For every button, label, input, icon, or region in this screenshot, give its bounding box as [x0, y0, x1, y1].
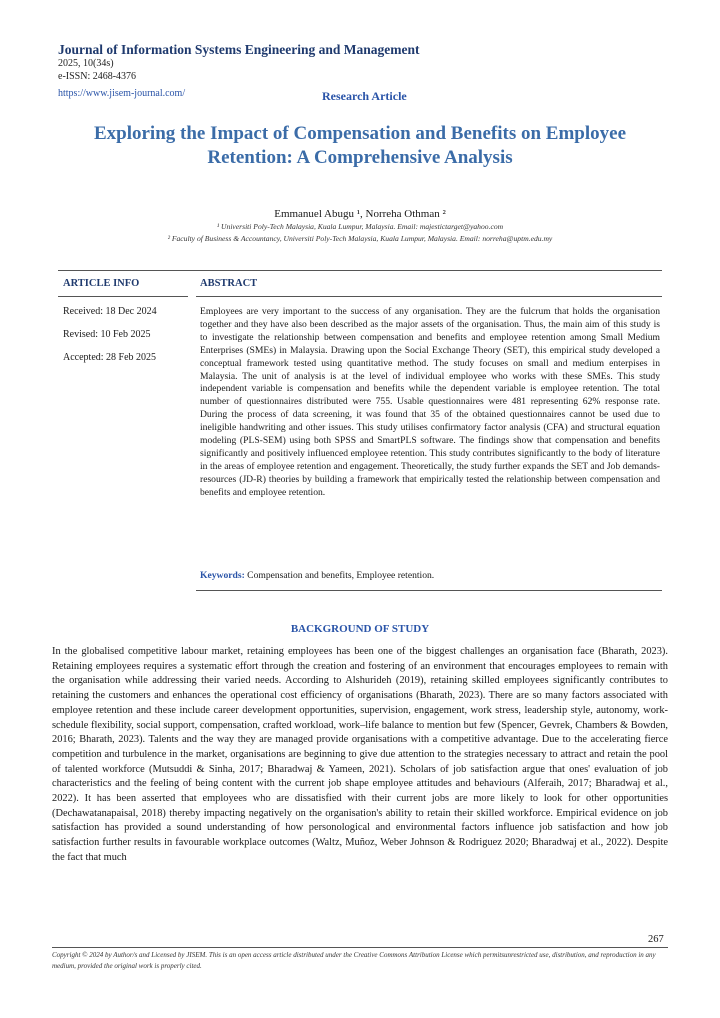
journal-name: Journal of Information Systems Engineering and Management [58, 42, 420, 57]
abstract-heading: ABSTRACT [200, 278, 258, 289]
journal-volume: 2025, 10(34s) [58, 58, 114, 69]
accepted-date: Accepted: 28 Feb 2025 [63, 352, 157, 363]
footer-rule [52, 947, 668, 948]
page-number: 267 [648, 934, 664, 945]
copyright-notice: Copyright © 2024 by Author/s and Licensed by JISEM. This is an open access article distributed under the Creative Commons Attribution License which permitsunrestricted use, distribution, and reproduction in any medium, provided the original work is properly cited. [52, 951, 656, 970]
article-type: Research Article [322, 89, 407, 103]
abstract-text: Employees are very important to the success of any organisation. They are the fulcrum that holds the organisation together and they have also been described as the major assets of the organisation. Thus, the main aim of this study is to investigate the relationship between compensation and benefits and employee retention among Small Medium Enterprises (SMEs) in Malaysia. Drawing upon the Social Exchange Theory (SET), this empirical study developed a conceptual framework tested using quantitative method. The study focuses on small and medium enterpises in Malaysia. The unit of analysis is at the level of individual employee who works with these SMEs. This study independent variable is compensation and benefits while the dependent variable is employee retention. The total number of questionnaires distributed were 755. Usable questionnaires were 481 representing 62% response rate. During the process of data screening, it was found that 35 of the obtained questionnaires cannot be used due to ineligible handwriting and other issues. This study utilises confirmatory factor analysis (CFA) and structural equation modeling (PLS-SEM) using both SPSS and SmartPLS software. The findings show that compensation and benefits significantly and positively influenced employee retention. This study contributes significantly to the body of literature in the areas of employee retention and engagement. Theoretically, the study further expands the SET and Job demands-resources (JD-R) theories by building a framework that empirically tested the relationship between compensation and benefits and employee retention. [200, 306, 660, 498]
authors: Emmanuel Abugu ¹, Norreha Othman ² [274, 208, 446, 220]
body-paragraph: In the globalised competitive labour market, retaining employees has been one of the biggest challenges an organisation face (Bharath, 2023). Retaining employees requires a systematic effort through the creation and fostering of an environment that encourages employees to remain with the organisation while addressing their varied needs. According to Alshurideh (2019), retaining skilled employees significantly contributes to retaining the customers and enhances the operational cost efficiency of organisations (Bharath, 2023). There are so many factors associated with employee retention and these include career development opportunities, supervision, engagement, work stress, leadership style, autonomy, work-schedule flexibility, social support, compensation, crafted workload, work–life balance to mention but few (Spencer, Gevrek, Chambers & Bowden, 2016; Bharath, 2023). Talents and the way they are managed provide organisations with a competitive advantage. Due to the accelerating fierce competition and turbulence in the market, organisations are beginning to give due attention to the strategies necessary to attract and retain the pool of talented workforce (Mutsuddi & Sinha, 2017; Bharadwaj & Yameen, 2021). Scholars of job satisfaction argue that ones' evaluation of job characteristics and the feeling of being content with the current job shape employee attitudes and behaviours (Alferaih, 2017; Bharadwaj et al., 2022). It has been asserted that employees who are dissatisfied with their current jobs are more likely to look for other opportunities (Dechawatanapaisal, 2018) thereby impacting negatively on the organisation's ability to retain their skilled workforce. Empirical evidence on job satisfaction has provided a sound understanding of how personological and environmental factors influence job satisfaction and how job satisfaction further results in favourable workplace outcomes (Waltz, Muñoz, Weber Johnson & Rodriguez 2020; Bharadwaj et al., 2022). Despite the fact that much [52, 646, 668, 863]
abstract-bottom-rule [196, 590, 662, 591]
keywords [200, 570, 660, 581]
paper-title: Exploring the Impact of Compensation and Benefits on Employee Retention: A Comprehensive Analysis [93, 123, 627, 168]
journal-issn: e-ISSN: 2468-4376 [58, 70, 137, 82]
article-info [63, 306, 193, 375]
received-date: Received: 18 Dec 2024 [63, 306, 157, 317]
keywords-list: Compensation and benefits, Employee retention. [247, 570, 435, 581]
affiliation-1: ¹ Universiti Poly-Tech Malaysia, Kuala Lumpur, Malaysia. Email: majestictarget@yahoo.com [216, 222, 504, 231]
revised-date: Revised: 10 Feb 2025 [63, 329, 151, 340]
keywords-label: Keywords: [200, 570, 245, 581]
affiliation-2: ² Faculty of Business & Accountancy, Universiti Poly-Tech Malaysia, Kuala Lumpur, Malaysia. Email: norreha@uptm.edu.my [167, 234, 553, 243]
journal-url-link[interactable]: https://www.jisem-journal.com/ [58, 88, 186, 99]
abstract-heading-rule [196, 296, 662, 297]
section-title: BACKGROUND OF STUDY [290, 623, 430, 635]
article-info-heading: ARTICLE INFO [63, 278, 140, 289]
top-rule [58, 270, 662, 271]
info-heading-rule [58, 296, 188, 297]
